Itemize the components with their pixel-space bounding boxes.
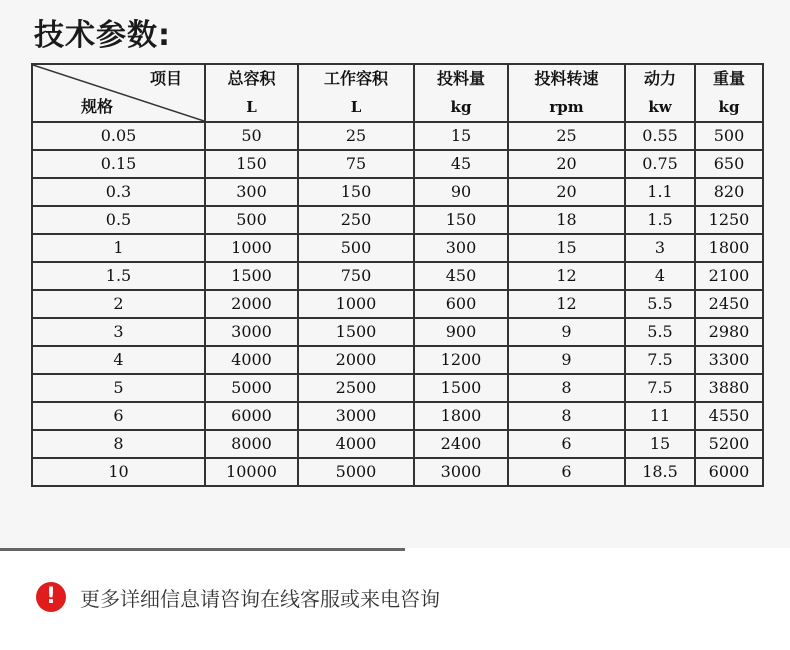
table-row — [32, 234, 763, 262]
value-cell: 3000 — [298, 402, 414, 430]
value-cell: 2500 — [298, 374, 414, 402]
column-unit: kg — [695, 93, 763, 122]
value-cell: 25 — [298, 122, 414, 150]
value-cell: 1800 — [414, 402, 508, 430]
table-row — [32, 318, 763, 346]
spec-cell: 2 — [32, 290, 205, 318]
value-cell: 5200 — [695, 430, 763, 458]
value-cell: 8 — [508, 374, 625, 402]
value-cell: 1200 — [414, 346, 508, 374]
spec-cell: 3 — [32, 318, 205, 346]
value-cell: 15 — [508, 234, 625, 262]
value-cell: 90 — [414, 178, 508, 206]
spec-cell: 8 — [32, 430, 205, 458]
value-cell: 12 — [508, 290, 625, 318]
value-cell: 1000 — [298, 290, 414, 318]
value-cell: 650 — [695, 150, 763, 178]
table-row — [32, 150, 763, 178]
value-cell: 9 — [508, 318, 625, 346]
value-cell: 1500 — [414, 374, 508, 402]
value-cell: 5000 — [298, 458, 414, 486]
value-cell: 1800 — [695, 234, 763, 262]
spec-cell: 1.5 — [32, 262, 205, 290]
column-header: 重量 — [695, 64, 763, 93]
column-unit: kw — [625, 93, 695, 122]
value-cell: 300 — [205, 178, 298, 206]
value-cell: 150 — [414, 206, 508, 234]
value-cell: 7.5 — [625, 374, 695, 402]
value-cell: 75 — [298, 150, 414, 178]
value-cell: 750 — [298, 262, 414, 290]
value-cell: 2100 — [695, 262, 763, 290]
value-cell: 6 — [508, 458, 625, 486]
value-cell: 1000 — [205, 234, 298, 262]
spec-cell: 0.5 — [32, 206, 205, 234]
value-cell: 500 — [695, 122, 763, 150]
value-cell: 3300 — [695, 346, 763, 374]
value-cell: 2450 — [695, 290, 763, 318]
column-unit: L — [298, 93, 414, 122]
column-header: 投料转速 — [508, 64, 625, 93]
spec-cell: 5 — [32, 374, 205, 402]
value-cell: 12 — [508, 262, 625, 290]
section-divider — [0, 548, 405, 551]
value-cell: 11 — [625, 402, 695, 430]
value-cell: 8000 — [205, 430, 298, 458]
value-cell: 25 — [508, 122, 625, 150]
value-cell: 600 — [414, 290, 508, 318]
value-cell: 1500 — [298, 318, 414, 346]
value-cell: 45 — [414, 150, 508, 178]
value-cell: 3880 — [695, 374, 763, 402]
spec-cell: 4 — [32, 346, 205, 374]
exclamation-circle-icon: ! — [36, 582, 66, 612]
table-row — [32, 206, 763, 234]
table-row — [32, 178, 763, 206]
value-cell: 50 — [205, 122, 298, 150]
page-title: 技术参数: — [34, 18, 171, 53]
spec-cell: 0.05 — [32, 122, 205, 150]
value-cell: 0.75 — [625, 150, 695, 178]
column-header: 工作容积 — [298, 64, 414, 93]
column-header: 总容积 — [205, 64, 298, 93]
value-cell: 500 — [205, 206, 298, 234]
column-header: 动力 — [625, 64, 695, 93]
value-cell: 20 — [508, 150, 625, 178]
value-cell: 2000 — [205, 290, 298, 318]
value-cell: 2980 — [695, 318, 763, 346]
value-cell: 3000 — [414, 458, 508, 486]
notice-text: 更多详细信息请咨询在线客服或来电咨询 — [80, 586, 440, 611]
value-cell: 15 — [414, 122, 508, 150]
value-cell: 3000 — [205, 318, 298, 346]
value-cell: 4000 — [205, 346, 298, 374]
table-row — [32, 346, 763, 374]
column-unit: kg — [414, 93, 508, 122]
contact-notice — [36, 580, 440, 614]
corner-header-cell — [32, 64, 205, 122]
value-cell: 10000 — [205, 458, 298, 486]
value-cell: 5.5 — [625, 290, 695, 318]
corner-label-spec: 规格 — [81, 97, 114, 116]
table-row — [32, 290, 763, 318]
value-cell: 820 — [695, 178, 763, 206]
column-header: 投料量 — [414, 64, 508, 93]
column-unit: L — [205, 93, 298, 122]
value-cell: 6000 — [205, 402, 298, 430]
value-cell: 18 — [508, 206, 625, 234]
value-cell: 450 — [414, 262, 508, 290]
value-cell: 9 — [508, 346, 625, 374]
value-cell: 1500 — [205, 262, 298, 290]
value-cell: 15 — [625, 430, 695, 458]
value-cell: 7.5 — [625, 346, 695, 374]
header-row-names — [32, 64, 763, 93]
value-cell: 3 — [625, 234, 695, 262]
spec-cell: 1 — [32, 234, 205, 262]
value-cell: 150 — [298, 178, 414, 206]
table-row — [32, 458, 763, 486]
value-cell: 500 — [298, 234, 414, 262]
spec-cell: 0.3 — [32, 178, 205, 206]
value-cell: 6 — [508, 430, 625, 458]
column-unit: rpm — [508, 93, 625, 122]
spec-table — [31, 63, 764, 487]
value-cell: 18.5 — [625, 458, 695, 486]
table-row — [32, 430, 763, 458]
value-cell: 150 — [205, 150, 298, 178]
spec-cell: 10 — [32, 458, 205, 486]
value-cell: 300 — [414, 234, 508, 262]
spec-cell: 6 — [32, 402, 205, 430]
value-cell: 1.5 — [625, 206, 695, 234]
value-cell: 1250 — [695, 206, 763, 234]
value-cell: 5.5 — [625, 318, 695, 346]
value-cell: 1.1 — [625, 178, 695, 206]
table-row — [32, 374, 763, 402]
value-cell: 5000 — [205, 374, 298, 402]
value-cell: 20 — [508, 178, 625, 206]
value-cell: 4 — [625, 262, 695, 290]
spec-cell: 0.15 — [32, 150, 205, 178]
value-cell: 900 — [414, 318, 508, 346]
value-cell: 8 — [508, 402, 625, 430]
value-cell: 250 — [298, 206, 414, 234]
value-cell: 2000 — [298, 346, 414, 374]
value-cell: 0.55 — [625, 122, 695, 150]
value-cell: 4550 — [695, 402, 763, 430]
value-cell: 4000 — [298, 430, 414, 458]
value-cell: 6000 — [695, 458, 763, 486]
table-row — [32, 122, 763, 150]
spec-table-body — [32, 122, 763, 486]
corner-label-item: 项目 — [149, 69, 182, 88]
table-row — [32, 402, 763, 430]
value-cell: 2400 — [414, 430, 508, 458]
table-row — [32, 262, 763, 290]
